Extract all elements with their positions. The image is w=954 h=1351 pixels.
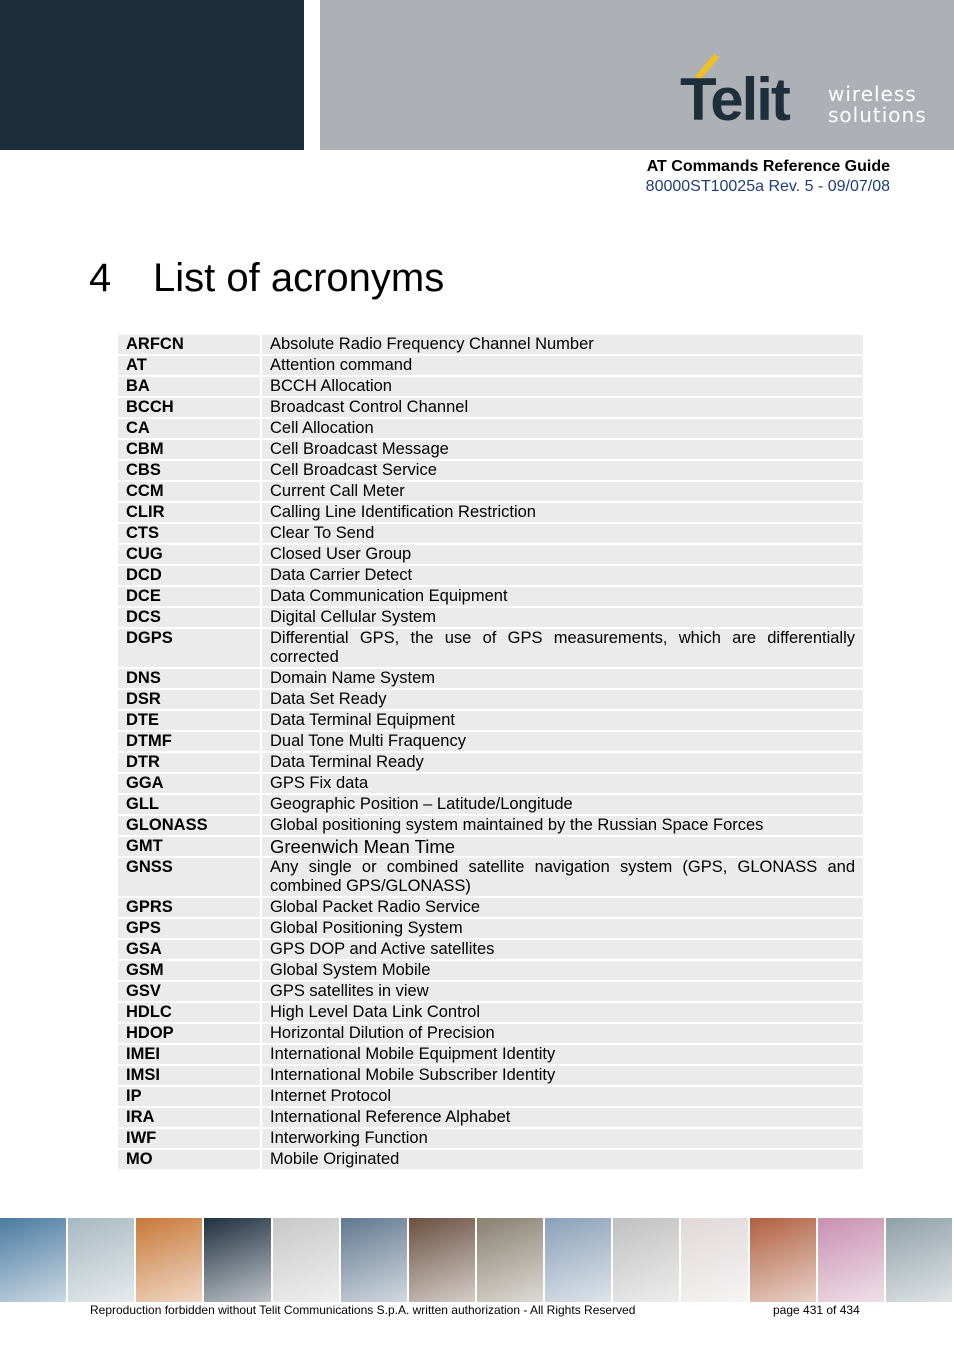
acronym-cell: IMEI [118, 1045, 260, 1064]
acronym-cell: DTE [118, 711, 260, 730]
definition-cell: BCCH Allocation [260, 377, 863, 396]
definition-cell: Current Call Meter [260, 482, 863, 501]
definition-cell: Dual Tone Multi Fraquency [260, 732, 863, 751]
acronym-cell: IRA [118, 1108, 260, 1127]
acronym-cell: CTS [118, 524, 260, 543]
table-row [118, 629, 863, 667]
table-row [118, 940, 863, 959]
table-row [118, 795, 863, 814]
section-heading [89, 256, 444, 301]
table-row [118, 711, 863, 730]
table-row [118, 335, 863, 354]
acronym-cell: GGA [118, 774, 260, 793]
table-row [118, 1045, 863, 1064]
table-row [118, 482, 863, 501]
telit-logo [678, 52, 928, 132]
strip-photo [681, 1218, 747, 1302]
acronym-cell: DTR [118, 753, 260, 772]
footer-notice: Reproduction forbidden without Telit Communications S.p.A. written authorization - All Rights Reserved [90, 1303, 636, 1317]
acronym-cell: CBS [118, 461, 260, 480]
acronym-cell: DTMF [118, 732, 260, 751]
definition-cell: Absolute Radio Frequency Channel Number [260, 335, 863, 354]
page-number: page 431 of 434 [773, 1303, 860, 1317]
acronym-cell: GNSS [118, 858, 260, 896]
acronym-cell: CCM [118, 482, 260, 501]
acronym-cell: IMSI [118, 1066, 260, 1085]
table-row [118, 377, 863, 396]
definition-cell: Cell Broadcast Service [260, 461, 863, 480]
acronym-cell: HDOP [118, 1024, 260, 1043]
acronym-cell: DGPS [118, 629, 260, 667]
definition-cell: Internet Protocol [260, 1087, 863, 1106]
acronym-cell: DCD [118, 566, 260, 585]
table-row [118, 503, 863, 522]
acronym-cell: GPRS [118, 898, 260, 917]
table-row [118, 669, 863, 688]
definition-cell: Closed User Group [260, 545, 863, 564]
table-row [118, 919, 863, 938]
acronym-cell: GSV [118, 982, 260, 1001]
acronym-cell: IP [118, 1087, 260, 1106]
acronym-cell: ARFCN [118, 335, 260, 354]
definition-cell: Differential GPS, the use of GPS measurements, which are differentially corrected [260, 629, 863, 667]
definition-cell: Any single or combined satellite navigation system (GPS, GLONASS and combined GPS/GLONASS) [260, 858, 863, 896]
strip-photo [341, 1218, 407, 1302]
table-row [118, 898, 863, 917]
table-row [118, 961, 863, 980]
definition-cell: Mobile Originated [260, 1150, 863, 1169]
logo-tagline-line2: solutions [828, 103, 927, 127]
acronym-cell: AT [118, 356, 260, 375]
acronym-cell: GMT [118, 837, 260, 856]
acronym-cell: DNS [118, 669, 260, 688]
definition-cell: Data Carrier Detect [260, 566, 863, 585]
strip-photo [886, 1218, 952, 1302]
table-row [118, 398, 863, 417]
acronym-table [118, 333, 863, 1171]
definition-cell: International Mobile Equipment Identity [260, 1045, 863, 1064]
table-row [118, 690, 863, 709]
strip-photo [68, 1218, 134, 1302]
strip-photo [0, 1218, 66, 1302]
logo-tagline-line1: wireless [828, 82, 917, 106]
definition-cell: Data Terminal Equipment [260, 711, 863, 730]
strip-photo [818, 1218, 884, 1302]
definition-cell: International Reference Alphabet [260, 1108, 863, 1127]
table-row [118, 587, 863, 606]
definition-cell: Domain Name System [260, 669, 863, 688]
table-row [118, 1024, 863, 1043]
acronym-cell: CBM [118, 440, 260, 459]
table-row [118, 524, 863, 543]
table-row [118, 732, 863, 751]
definition-cell: Cell Broadcast Message [260, 440, 863, 459]
strip-photo [750, 1218, 816, 1302]
definition-cell: Greenwich Mean Time [260, 837, 863, 856]
table-row [118, 816, 863, 835]
acronym-cell: DSR [118, 690, 260, 709]
definition-cell: International Mobile Subscriber Identity [260, 1066, 863, 1085]
table-row [118, 753, 863, 772]
table-row [118, 1108, 863, 1127]
acronym-cell: GLONASS [118, 816, 260, 835]
acronym-cell: CA [118, 419, 260, 438]
definition-cell: Data Communication Equipment [260, 587, 863, 606]
document-title: AT Commands Reference Guide [646, 158, 890, 175]
table-row [118, 608, 863, 627]
strip-photo [204, 1218, 270, 1302]
table-row [118, 1066, 863, 1085]
table-row [118, 1003, 863, 1022]
document-revision: 80000ST10025a Rev. 5 - 09/07/08 [645, 178, 890, 195]
strip-photo [545, 1218, 611, 1302]
acronym-cell: DCS [118, 608, 260, 627]
strip-photo [273, 1218, 339, 1302]
definition-cell: GPS DOP and Active satellites [260, 940, 863, 959]
definition-cell: GPS satellites in view [260, 982, 863, 1001]
strip-photo [409, 1218, 475, 1302]
definition-cell: Geographic Position – Latitude/Longitude [260, 795, 863, 814]
definition-cell: Clear To Send [260, 524, 863, 543]
table-row [118, 1150, 863, 1169]
table-row [118, 545, 863, 564]
strip-photo [136, 1218, 202, 1302]
acronym-cell: GLL [118, 795, 260, 814]
definition-cell: Data Terminal Ready [260, 753, 863, 772]
table-row [118, 774, 863, 793]
section-number: 4 [89, 256, 112, 300]
acronym-cell: BCCH [118, 398, 260, 417]
acronym-cell: GSA [118, 940, 260, 959]
table-row [118, 419, 863, 438]
definition-cell: Calling Line Identification Restriction [260, 503, 863, 522]
footer-image-strip [0, 1218, 954, 1302]
acronym-cell: MO [118, 1150, 260, 1169]
table-row [118, 440, 863, 459]
definition-cell: Global System Mobile [260, 961, 863, 980]
definition-cell: Global Positioning System [260, 919, 863, 938]
header-dark-block [0, 0, 304, 150]
definition-cell: Data Set Ready [260, 690, 863, 709]
definition-cell: High Level Data Link Control [260, 1003, 863, 1022]
acronym-cell: DCE [118, 587, 260, 606]
definition-cell: Interworking Function [260, 1129, 863, 1148]
strip-photo [613, 1218, 679, 1302]
strip-photo [477, 1218, 543, 1302]
logo-wordmark: Telit [680, 66, 789, 133]
table-row [118, 356, 863, 375]
section-title: List of acronyms [153, 256, 445, 300]
acronym-cell: GSM [118, 961, 260, 980]
definition-cell: GPS Fix data [260, 774, 863, 793]
acronym-cell: BA [118, 377, 260, 396]
table-row [118, 1087, 863, 1106]
definition-cell: Global Packet Radio Service [260, 898, 863, 917]
acronym-cell: CUG [118, 545, 260, 564]
definition-cell: Attention command [260, 356, 863, 375]
table-row [118, 461, 863, 480]
acronym-cell: GPS [118, 919, 260, 938]
definition-cell: Horizontal Dilution of Precision [260, 1024, 863, 1043]
definition-cell: Global positioning system maintained by the Russian Space Forces [260, 816, 863, 835]
acronym-cell: CLIR [118, 503, 260, 522]
table-row [118, 566, 863, 585]
acronym-cell: HDLC [118, 1003, 260, 1022]
definition-cell: Cell Allocation [260, 419, 863, 438]
logo-tagline [828, 84, 927, 126]
table-row [118, 858, 863, 896]
table-row [118, 1129, 863, 1148]
acronym-cell: IWF [118, 1129, 260, 1148]
definition-cell: Broadcast Control Channel [260, 398, 863, 417]
definition-cell: Digital Cellular System [260, 608, 863, 627]
table-row [118, 982, 863, 1001]
table-row [118, 837, 863, 856]
